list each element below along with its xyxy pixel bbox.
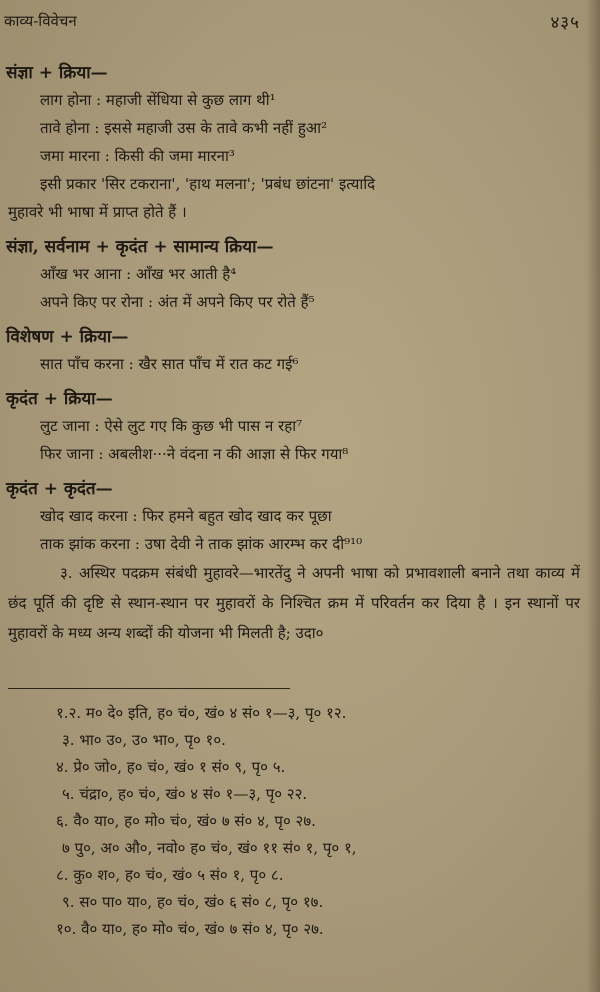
footnotes: [50, 700, 580, 943]
paragraph-rest: प्रभावशाली बनाने तथा काव्य में छंद पूर्ति की दृष्टि से स्थान-स्थान पर मुहावरों के निश्चित क्रम में परिवर्तन कर दिया है । इन स्थानों पर मुहावरों के मध्य अन्य शब्दों की योजना भी मिलती है; उदा०: [8, 564, 581, 642]
footnote: १०. वै० या०, ह० मो० चं०, खं० ७ सं० ४, पृ० २७.: [56, 920, 324, 938]
body-paragraph: [0, 558, 590, 648]
footnote: ८. कु० श०, ह० चं०, खं० ५ सं० १, पृ० ८.: [56, 866, 284, 884]
idiom-example: खोद खाद करना : फिर हमने बहुत खोद खाद कर पूछा: [40, 507, 332, 525]
footnote: ६. वै० या०, ह० मो० चं०, खं० ७ सं० ४, पृ० २७.: [56, 812, 316, 830]
page-number: ४३५: [550, 12, 580, 33]
idiom-example: ताक झांक करना : उषा देवी ने ताक झांक आरम्भ कर दी⁹¹⁰: [40, 535, 363, 553]
running-title: काव्य-विवेचन: [4, 12, 77, 30]
idiom-example: फिर जाना : अबलीश···ने वंदना न की आज्ञा से फिर गया⁸: [40, 445, 349, 463]
section-heading: कृदंत + कृदंत—: [6, 479, 113, 499]
idiom-example: लुट जाना : ऐसे लुट गए कि कुछ भी पास न रहा⁷: [40, 417, 303, 435]
page-edge-shadow: [586, 0, 600, 992]
footnote: ९. स० पा० या०, ह० चं०, खं० ६ सं० ८, पृ० १७.: [62, 893, 324, 911]
footnote-divider: [8, 688, 290, 689]
idiom-example: लाग होना : महाजी सेंधिया से कुछ लाग थी¹: [40, 91, 276, 109]
section-heading: संज्ञा + क्रिया—: [6, 63, 108, 83]
idiom-example: तावे होना : इससे महाजी उस के तावे कभी नहीं हुआ²: [40, 119, 328, 137]
section-heading: कृदंत + क्रिया—: [6, 389, 113, 409]
section-heading: संज्ञा, सर्वनाम + कृदंत + सामान्य क्रिया—: [6, 237, 274, 257]
paragraph-lead: ३. अस्थिर पदक्रम संबंधी मुहावरे—भारतेंदु ने अपनी भाषा को: [60, 564, 400, 582]
page-body: [0, 60, 590, 648]
idiom-example: आँख भर आना : आँख भर आती है⁴: [40, 265, 237, 283]
idiom-example: जमा मारना : किसी की जमा मारना³: [40, 147, 235, 165]
footnote: ५. चंद्रा०, ह० चं०, खं० ४ सं० १—३, पृ० २२.: [62, 785, 308, 803]
footnote: ७ पु०, अ० औ०, नवो० ह० चं०, खं० ११ सं० १, पृ० १,: [62, 839, 357, 857]
footnote: ३. भा० उ०, उ० भा०, पृ० १०.: [62, 731, 226, 749]
idiom-example: सात पाँच करना : खैर सात पाँच में रात कट गई⁶: [40, 355, 299, 373]
section-heading: विशेषण + क्रिया—: [6, 327, 129, 347]
note-line: इसी प्रकार 'सिर टकराना', 'हाथ मलना'; 'प्रबंध छांटना' इत्यादि: [40, 175, 376, 193]
page-header: [4, 6, 580, 36]
footnote: ४. प्रे० जो०, ह० चं०, खं० १ सं० ९, पृ० ५.: [56, 758, 286, 776]
idiom-example: अपने किए पर रोना : अंत में अपने किए पर रोते हैं⁵: [40, 293, 315, 311]
note-line: मुहावरे भी भाषा में प्राप्त होते हैं ।: [8, 203, 187, 221]
footnote: १.२. म० दे० इति, ह० चं०, खं० ४ सं० १—३, पृ० १२.: [56, 704, 347, 722]
